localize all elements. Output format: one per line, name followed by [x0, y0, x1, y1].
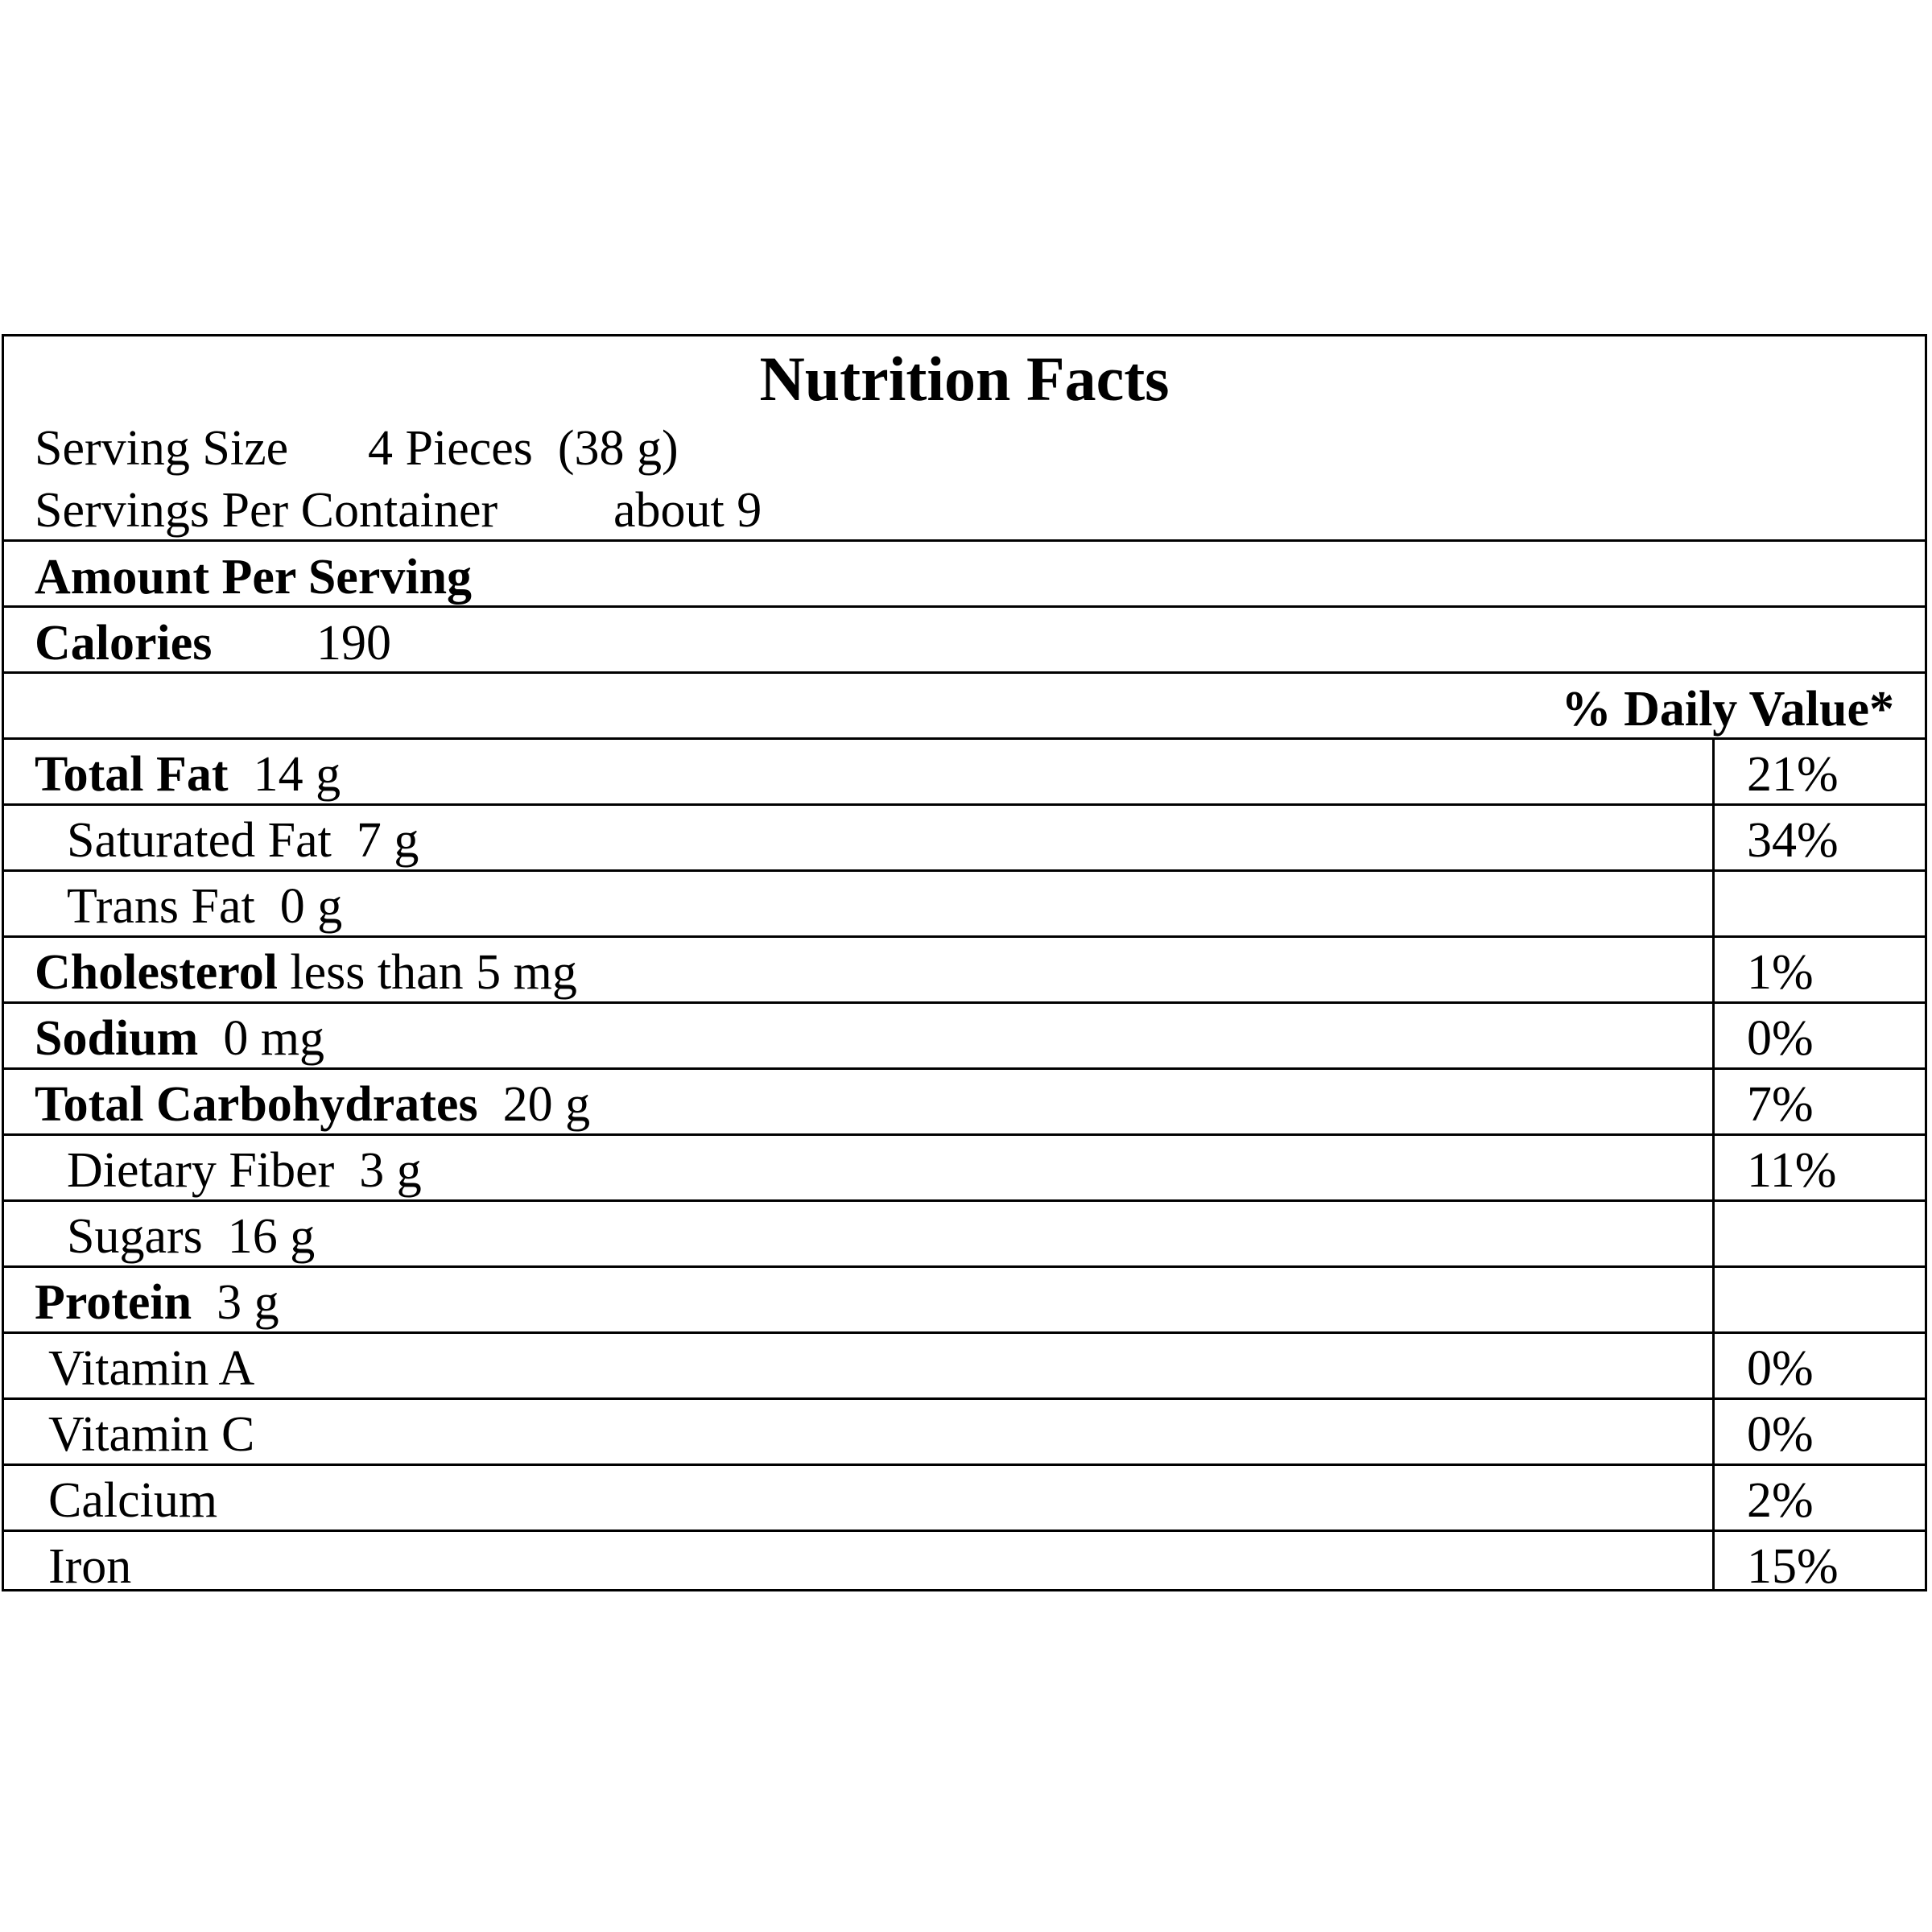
saturated-fat-amount: 7 g	[331, 813, 419, 868]
trans-fat-row	[67, 879, 343, 934]
row-divider	[4, 1001, 1925, 1004]
row-divider	[4, 1331, 1925, 1334]
calories-label: Calories	[35, 616, 213, 671]
row-divider	[4, 1199, 1925, 1202]
sugars-label: Sugars	[67, 1209, 203, 1264]
total-carbohydrates-row	[35, 1077, 591, 1132]
row-divider	[4, 935, 1925, 938]
amount-per-serving-heading: Amount Per Serving	[35, 550, 473, 605]
serving-size-label: Serving Size	[35, 421, 289, 476]
total-fat-amount: 14 g	[228, 747, 341, 802]
protein-label: Protein	[35, 1275, 192, 1330]
total-carbohydrates-amount: 20 g	[477, 1077, 591, 1132]
sugars-row	[67, 1209, 316, 1264]
panel-title: Nutrition Facts	[759, 344, 1170, 414]
serving-size-value: 4 Pieces (38 g)	[368, 421, 679, 476]
dietary-fiber-amount: 3 g	[334, 1143, 422, 1198]
row-divider	[4, 1397, 1925, 1400]
saturated-fat-row	[67, 813, 419, 868]
total-carbohydrates-label: Total Carbohydrates	[35, 1077, 478, 1132]
total-fat-daily-value: 21%	[1747, 747, 1839, 802]
cholesterol-amount: less than 5 mg	[277, 945, 577, 1000]
cholesterol-row	[35, 945, 577, 1000]
vitamin-c-row	[48, 1407, 255, 1462]
iron-label: Iron	[48, 1539, 132, 1594]
vitamin-a-daily-value: 0%	[1747, 1341, 1814, 1396]
divider	[4, 539, 1925, 542]
row-divider	[4, 803, 1925, 806]
total-fat-row	[35, 747, 341, 802]
total-carbohydrates-daily-value: 7%	[1747, 1077, 1814, 1132]
row-divider	[4, 1463, 1925, 1466]
dietary-fiber-label: Dietary Fiber	[67, 1143, 335, 1198]
total-fat-label: Total Fat	[35, 747, 229, 802]
vitamin-a-row	[48, 1341, 255, 1396]
row-divider	[4, 1133, 1925, 1136]
servings-per-container-label: Servings Per Container	[35, 483, 498, 538]
dietary-fiber-daily-value: 11%	[1747, 1143, 1837, 1198]
cholesterol-label: Cholesterol	[35, 945, 278, 1000]
saturated-fat-label: Saturated Fat	[67, 813, 332, 868]
row-divider	[4, 869, 1925, 872]
divider	[4, 671, 1925, 674]
sugars-amount: 16 g	[202, 1209, 316, 1264]
vitamin-c-daily-value: 0%	[1747, 1407, 1814, 1462]
protein-row	[35, 1275, 279, 1330]
calcium-label: Calcium	[48, 1473, 218, 1528]
calcium-row	[48, 1473, 218, 1528]
divider	[4, 605, 1925, 608]
sodium-daily-value: 0%	[1747, 1011, 1814, 1066]
row-divider	[4, 1265, 1925, 1268]
calories-value: 190	[316, 616, 391, 671]
sodium-label: Sodium	[35, 1011, 199, 1066]
vitamin-c-label: Vitamin C	[48, 1407, 255, 1462]
saturated-fat-daily-value: 34%	[1747, 813, 1839, 868]
dietary-fiber-row	[67, 1143, 422, 1198]
iron-daily-value: 15%	[1747, 1539, 1839, 1594]
vitamin-a-label: Vitamin A	[48, 1341, 255, 1396]
divider	[4, 737, 1925, 740]
row-divider	[4, 1067, 1925, 1070]
trans-fat-label: Trans Fat	[67, 879, 255, 934]
column-divider	[1712, 738, 1715, 1589]
sodium-amount: 0 mg	[198, 1011, 325, 1066]
trans-fat-amount: 0 g	[254, 879, 343, 934]
sodium-row	[35, 1011, 325, 1066]
servings-per-container-value: about 9	[613, 483, 762, 538]
protein-amount: 3 g	[192, 1275, 279, 1330]
iron-row	[48, 1539, 132, 1594]
nutrition-facts-panel	[2, 334, 1927, 1594]
calcium-daily-value: 2%	[1747, 1473, 1814, 1528]
cholesterol-daily-value: 1%	[1747, 945, 1814, 1000]
daily-value-header: % Daily Value*	[1561, 682, 1894, 737]
row-divider	[4, 1530, 1925, 1532]
